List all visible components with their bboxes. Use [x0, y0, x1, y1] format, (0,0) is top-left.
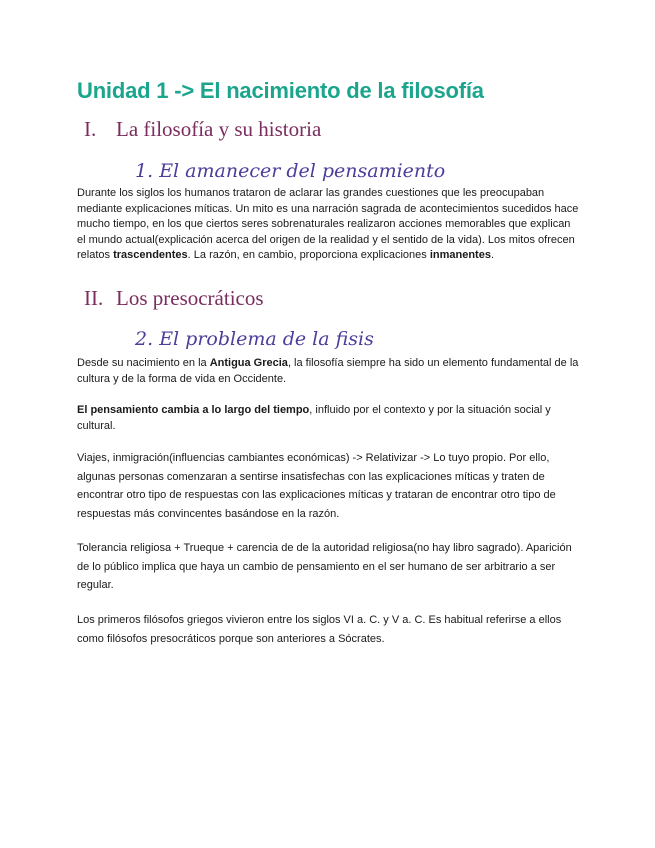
- unit-title: Unidad 1 -> El nacimiento de la filosofía: [77, 78, 484, 103]
- subsection-heading-1: [135, 160, 445, 182]
- section-title-2: Los presocráticos: [116, 286, 264, 310]
- subsection-title-2: El problema de la fisis: [159, 328, 374, 350]
- paragraph-pensamiento: El pensamiento cambia a lo largo del tiempo, influido por el contexto y por la situación social y cultural.: [77, 404, 551, 432]
- section-number-2: II.: [84, 286, 104, 310]
- paragraph-tolerancia: Tolerancia religiosa + Trueque + carencia de de la autoridad religiosa(no hay libro sagrado). Aparición de lo público implica que haya un cambio de pensamiento en el ser humano de ser arbitrario a ser regular.: [77, 542, 572, 591]
- subsection-heading-2: [135, 328, 374, 350]
- paragraph-grecia: Desde su nacimiento en la Antigua Grecia, la filosofía siempre ha sido un elemento fundamental de la cultura y de la forma de vida en Occidente.: [77, 357, 579, 385]
- subsection-number-2: 2.: [135, 328, 154, 350]
- paragraph-mitos: Durante los siglos los humanos trataron de aclarar las grandes cuestiones que les preocupaban mediante explicaciones míticas. Un mito es una narración sagrada de acontecimientos sucedidos hace mucho tiempo, en los que ciertos seres sobrenaturales realizaron acciones memorables que explican el mundo actual(explicación acerca del origen de la realidad y el sentido de la vida). Los mitos ofrecen relatos trascendentes. La razón, en cambio, proporciona explicaciones inmanentes.: [77, 187, 579, 261]
- paragraph-primeros-filosofos: Los primeros filósofos griegos vivieron entre los siglos VI a. C. y V a. C. Es habitual referirse a ellos como filósofos presocráticos porque son anteriores a Sócrates.: [77, 614, 562, 645]
- section-heading-2: [84, 286, 264, 311]
- section-title-1: La filosofía y su historia: [116, 117, 322, 141]
- paragraph-viajes: Viajes, inmigración(influencias cambiantes económicas) -> Relativizar -> Lo tuyo propio. Por ello, algunas personas comenzaran a sentirse insatisfechas con las explicaciones míticas y traten de encontrar otro tipo de respuestas con las explicaciones míticas y trataran de encontrar otro tipo de respuestas más convincentes basándose en la razón.: [77, 452, 556, 520]
- section-number-1: I.: [84, 117, 97, 141]
- subsection-title-1: El amanecer del pensamiento: [159, 160, 446, 182]
- section-heading-1: [84, 117, 321, 142]
- subsection-number-1: 1.: [135, 160, 154, 182]
